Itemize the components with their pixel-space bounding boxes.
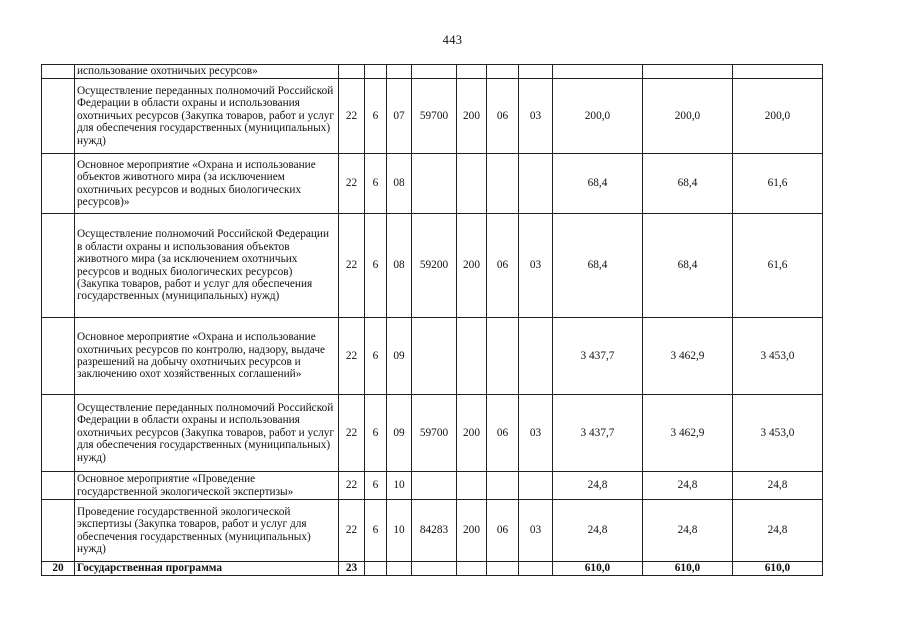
code-cell: 22 xyxy=(339,318,365,395)
code-cell: 10 xyxy=(387,500,412,562)
row-number-cell xyxy=(42,65,75,79)
amount-cell: 68,4 xyxy=(643,214,733,318)
row-number-cell xyxy=(42,318,75,395)
code-cell xyxy=(412,65,457,79)
code-cell: 22 xyxy=(339,500,365,562)
amount-cell: 200,0 xyxy=(553,79,643,154)
row-number-cell: 20 xyxy=(42,562,75,576)
code-cell xyxy=(365,562,387,576)
code-cell xyxy=(387,562,412,576)
code-cell: 06 xyxy=(487,214,519,318)
code-cell xyxy=(457,318,487,395)
description-cell: Основное мероприятие «Охрана и использование охотничьих ресурсов по контролю, надзору, выдаче разрешений на добычу охотничьих ресурсов и заключению охот хозяйственных соглашений» xyxy=(75,318,339,395)
code-cell xyxy=(457,562,487,576)
code-cell xyxy=(365,65,387,79)
amount-cell: 200,0 xyxy=(733,79,823,154)
amount-cell: 61,6 xyxy=(733,154,823,214)
code-cell: 22 xyxy=(339,214,365,318)
amount-cell: 68,4 xyxy=(643,154,733,214)
code-cell: 10 xyxy=(387,472,412,500)
table-row xyxy=(42,395,823,472)
code-cell: 09 xyxy=(387,395,412,472)
code-cell: 200 xyxy=(457,500,487,562)
code-cell: 03 xyxy=(519,214,553,318)
page-number: 443 xyxy=(442,33,463,47)
description-cell: Осуществление переданных полномочий Российской Федерации в области охраны и использования охотничьих ресурсов (Закупка товаров, работ и услуг для обеспечения государственных (муниципальных) нужд) xyxy=(75,79,339,154)
code-cell: 03 xyxy=(519,395,553,472)
amount-cell xyxy=(643,65,733,79)
code-cell: 6 xyxy=(365,214,387,318)
row-number-cell xyxy=(42,500,75,562)
code-cell: 03 xyxy=(519,500,553,562)
amount-cell xyxy=(733,65,823,79)
code-cell: 200 xyxy=(457,214,487,318)
code-cell xyxy=(412,472,457,500)
amount-cell: 3 453,0 xyxy=(733,395,823,472)
code-cell: 09 xyxy=(387,318,412,395)
amount-cell: 24,8 xyxy=(553,500,643,562)
row-number-cell xyxy=(42,395,75,472)
code-cell: 06 xyxy=(487,79,519,154)
amount-cell: 24,8 xyxy=(643,472,733,500)
amount-cell: 3 462,9 xyxy=(643,318,733,395)
amount-cell: 3 462,9 xyxy=(643,395,733,472)
amount-cell: 24,8 xyxy=(733,472,823,500)
code-cell: 03 xyxy=(519,79,553,154)
description-cell: Основное мероприятие «Проведение государственной экологической экспертизы» xyxy=(75,472,339,500)
code-cell xyxy=(487,562,519,576)
code-cell xyxy=(457,154,487,214)
code-cell: 6 xyxy=(365,395,387,472)
code-cell xyxy=(519,154,553,214)
table-row xyxy=(42,154,823,214)
code-cell xyxy=(412,318,457,395)
amount-cell: 24,8 xyxy=(553,472,643,500)
code-cell xyxy=(339,65,365,79)
code-cell: 22 xyxy=(339,472,365,500)
amount-cell: 610,0 xyxy=(733,562,823,576)
table-row xyxy=(42,65,823,79)
code-cell xyxy=(387,65,412,79)
amount-cell xyxy=(553,65,643,79)
code-cell xyxy=(412,154,457,214)
description-cell: использование охотничьих ресурсов» xyxy=(75,65,339,79)
code-cell: 59200 xyxy=(412,214,457,318)
code-cell xyxy=(519,65,553,79)
code-cell: 06 xyxy=(487,395,519,472)
code-cell xyxy=(487,154,519,214)
code-cell: 59700 xyxy=(412,395,457,472)
code-cell: 07 xyxy=(387,79,412,154)
code-cell xyxy=(519,472,553,500)
description-cell: Государственная программа xyxy=(75,562,339,576)
table-row xyxy=(42,214,823,318)
code-cell: 06 xyxy=(487,500,519,562)
code-cell: 84283 xyxy=(412,500,457,562)
code-cell: 200 xyxy=(457,395,487,472)
amount-cell: 24,8 xyxy=(643,500,733,562)
amount-cell: 3 437,7 xyxy=(553,318,643,395)
code-cell: 200 xyxy=(457,79,487,154)
code-cell: 22 xyxy=(339,395,365,472)
amount-cell: 68,4 xyxy=(553,154,643,214)
amount-cell: 610,0 xyxy=(643,562,733,576)
description-cell: Осуществление переданных полномочий Российской Федерации в области охраны и использования охотничьих ресурсов (Закупка товаров, работ и услуг для обеспечения государственных (муниципальных) нужд) xyxy=(75,395,339,472)
amount-cell: 610,0 xyxy=(553,562,643,576)
code-cell: 08 xyxy=(387,154,412,214)
amount-cell: 3 437,7 xyxy=(553,395,643,472)
row-number-cell xyxy=(42,154,75,214)
description-cell: Осуществление полномочий Российской Федерации в области охраны и использования объектов животного мира (за исключением охотничьих ресурсов и водных биологических ресурсов) (Закупка товаров, работ и услуг для обеспечения государственных (муниципальных) нужд) xyxy=(75,214,339,318)
amount-cell: 24,8 xyxy=(733,500,823,562)
row-number-cell xyxy=(42,79,75,154)
row-number-cell xyxy=(42,214,75,318)
code-cell: 6 xyxy=(365,154,387,214)
code-cell xyxy=(412,562,457,576)
description-cell: Основное мероприятие «Охрана и использование объектов животного мира (за исключением охотничьих ресурсов и водных биологических ресурсов)» xyxy=(75,154,339,214)
row-number-cell xyxy=(42,472,75,500)
description-cell: Проведение государственной экологической экспертизы (Закупка товаров, работ и услуг для обеспечения государственных (муниципальных) нужд) xyxy=(75,500,339,562)
code-cell xyxy=(519,562,553,576)
table-row-program xyxy=(42,562,823,576)
code-cell xyxy=(519,318,553,395)
code-cell xyxy=(487,472,519,500)
code-cell: 6 xyxy=(365,318,387,395)
table-row xyxy=(42,500,823,562)
code-cell xyxy=(487,65,519,79)
code-cell: 23 xyxy=(339,562,365,576)
amount-cell: 200,0 xyxy=(643,79,733,154)
code-cell: 6 xyxy=(365,472,387,500)
table-row xyxy=(42,318,823,395)
code-cell xyxy=(457,472,487,500)
table-row xyxy=(42,79,823,154)
code-cell xyxy=(487,318,519,395)
code-cell: 6 xyxy=(365,500,387,562)
code-cell xyxy=(457,65,487,79)
code-cell: 22 xyxy=(339,79,365,154)
code-cell: 6 xyxy=(365,79,387,154)
code-cell: 22 xyxy=(339,154,365,214)
table-row xyxy=(42,472,823,500)
code-cell: 59700 xyxy=(412,79,457,154)
amount-cell: 61,6 xyxy=(733,214,823,318)
amount-cell: 3 453,0 xyxy=(733,318,823,395)
amount-cell: 68,4 xyxy=(553,214,643,318)
budget-table xyxy=(41,64,823,576)
code-cell: 08 xyxy=(387,214,412,318)
